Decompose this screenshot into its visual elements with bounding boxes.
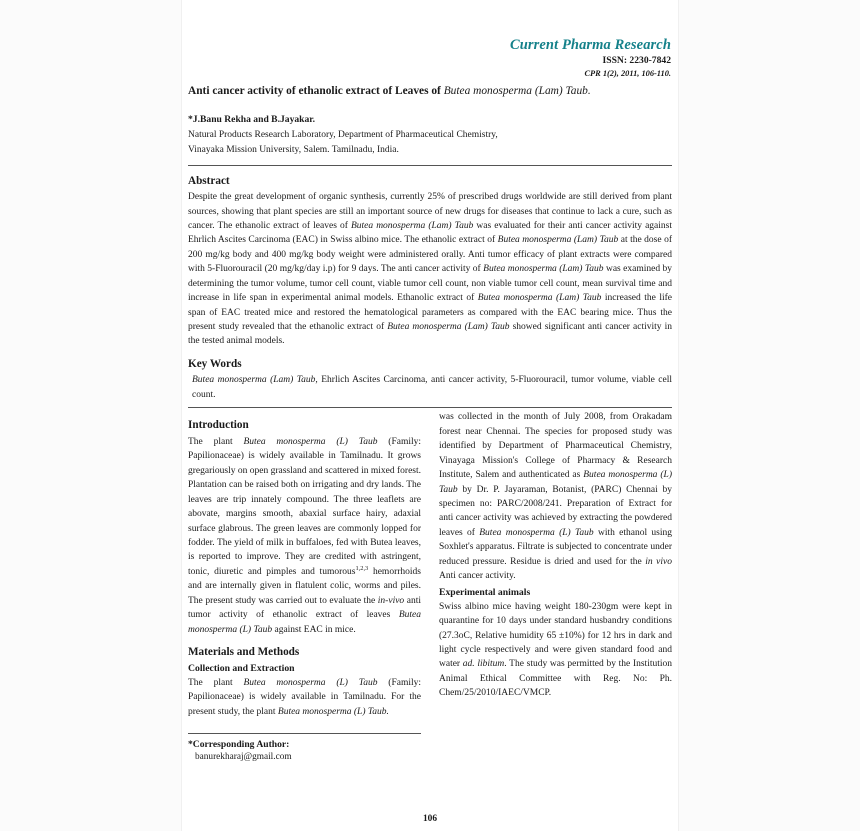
experimental-animals-heading: Experimental animals bbox=[439, 586, 531, 598]
animals-seg-2: . The study was permitted by the Institution Animal Ethical Committee with Reg. No: Ph. Chem/25/2010/IAEC/VMCP. bbox=[439, 659, 672, 699]
abstract-seg-6: showed significant anti cancer activity in the tested animal models. bbox=[188, 322, 672, 347]
abstract-body bbox=[188, 190, 672, 349]
intro-species-2: Butea monosperma (L) Taub bbox=[188, 610, 421, 635]
collection-extraction-subheading: Collection and Extraction bbox=[188, 662, 295, 674]
right-invivo: in vivo bbox=[645, 556, 672, 567]
animals-ad-libitum: ad. libitum bbox=[462, 659, 505, 670]
abstract-species-5: Butea monosperma (Lam) Taub bbox=[387, 322, 510, 333]
keywords-heading: Key Words bbox=[188, 357, 242, 370]
abstract-seg-1: Despite the great development of organic synthesis, currently 25% of prescribed drugs worldwide are still derived from plant sources, showing that plant species are still an important source of new drugs for diseases that continue to lack a cure, such as cancer. The ethanolic extract of leaves of bbox=[188, 192, 672, 231]
affiliation-line-1: Natural Products Research Laboratory, Department of Pharmaceutical Chemistry, bbox=[188, 129, 498, 140]
materials-seg-1: The plant bbox=[188, 677, 244, 688]
right-seg-2: by Dr. P. Jayaraman, Botanist, (PARC) Chennai by specimen no: PARC/2008/241. Preparation of Extract for anti cancer activity was achieved by extracting the powdered leaves of bbox=[439, 484, 672, 538]
intro-citation-superscript: 1,2,3 bbox=[355, 564, 369, 572]
right-seg-3: with ethanol using Soxhlet's apparatus. Filtrate is subjected to concentrate under reduced pressure. Residue is dried and used for the bbox=[439, 527, 672, 567]
intro-invivo: in-vivo bbox=[377, 595, 405, 606]
animals-seg-1: Swiss albino mice having weight 180-230gm were kept in quarantine for 10 days under standard husbandry conditions (27.3oC, Relative humidity 65 ±10%) for 12 hrs in dark and light cycle respectively and were given standard food and water bbox=[439, 601, 672, 670]
materials-species-2: Butea monosperma (L) Taub. bbox=[277, 706, 389, 717]
intro-seg-5: against EAC in mice. bbox=[272, 624, 356, 635]
divider-after-affiliation bbox=[188, 165, 672, 166]
right-column-body bbox=[439, 410, 672, 583]
left-column bbox=[188, 410, 421, 765]
corresponding-author-block bbox=[188, 733, 421, 765]
paper-content bbox=[188, 36, 673, 824]
intro-seg-3: hemorrhoids and are internally given in flatulent colic, worms and piles. The present study was carried out to evaluate the bbox=[188, 566, 421, 606]
article-title-species: Butea monosperma (Lam) Taub. bbox=[443, 85, 591, 98]
article-title bbox=[188, 84, 672, 100]
journal-issn: ISSN: 2230-7842 bbox=[602, 55, 671, 67]
introduction-heading: Introduction bbox=[188, 419, 249, 432]
keywords-body bbox=[188, 373, 672, 402]
abstract-species-1: Butea monosperma (Lam) Taub bbox=[350, 220, 474, 231]
abstract-seg-3: at the dose of 200 mg/kg body and 400 mg/kg body weight were administered orally. Anti tumor efficacy of plant extracts were compared with 5-Fluorouracil (20 mg/kg/day i.p) for 9 days. The anti cancer activity of bbox=[188, 235, 673, 275]
right-seg-1: was collected in the month of July 2008, from Orakadam forest near Chennai. The species for proposed study was identified by Department of Pharmaceutical Chemistry, Vinayaga Mission's College of Pharmacy & Research Institute, Salem and authenticated as bbox=[439, 412, 672, 481]
materials-heading: Materials and Methods bbox=[188, 646, 300, 659]
divider-before-introduction bbox=[188, 407, 672, 408]
abstract-species-2: Butea monosperma (Lam) Taub bbox=[497, 235, 619, 246]
paper-sheet bbox=[182, 0, 678, 831]
author-list: *J.Banu Rekha and B.Jayakar. bbox=[188, 114, 316, 126]
right-species-2: Butea monosperma (L) Taub bbox=[479, 527, 594, 538]
abstract-seg-5: increased the life span of EAC treated mice and restored the hematological parameters as compared with the EAC bearing mice. Thus the present study revealed that the ethanolic extract of bbox=[188, 293, 673, 333]
divider-above-corresponding-author bbox=[188, 733, 421, 734]
materials-seg-2: (Family: Papilionaceae) is widely available in Tamilnadu. For the present study, the plant bbox=[188, 677, 422, 717]
intro-seg-4: anti tumor activity of ethanolic extract of leaves bbox=[188, 595, 421, 621]
keywords-rest: , Ehrlich Ascites Carcinoma, anti cancer activity, 5-Fluorouracil, tumor volume, viable cell count. bbox=[192, 375, 673, 400]
journal-citation: CPR 1(2), 2011, 106-110. bbox=[584, 69, 671, 79]
abstract-seg-4: was examined by determining the tumor volume, tumor cell count, viable tumor cell count, non viable tumor cell count, mean survival time and increase in life span in experimental animal models. Ethanolic extract of bbox=[188, 264, 673, 304]
article-title-main: Anti cancer activity of ethanolic extract of Leaves of bbox=[188, 85, 444, 98]
journal-masthead bbox=[188, 36, 672, 79]
experimental-animals-body bbox=[439, 600, 672, 701]
right-column bbox=[439, 410, 672, 765]
two-column-body bbox=[188, 410, 672, 765]
corresponding-author-label: *Corresponding Author: bbox=[188, 738, 290, 750]
intro-species-1: Butea monosperma (L) Taub bbox=[243, 436, 378, 447]
intro-seg-1: The plant bbox=[188, 436, 244, 447]
abstract-species-3: Butea monosperma (Lam) Taub bbox=[483, 264, 604, 275]
keywords-species: Butea monosperma (Lam) Taub bbox=[192, 375, 316, 386]
right-species-1: Butea monosperma (L) Taub bbox=[439, 470, 672, 495]
abstract-species-4: Butea monosperma (Lam) Taub bbox=[477, 293, 602, 304]
abstract-seg-2: was evaluated for their anti cancer activity against Ehrlich Ascites Carcinoma (EAC) in Swiss albino mice. The ethanolic extract of bbox=[188, 220, 672, 246]
right-seg-4: Anti cancer activity. bbox=[439, 571, 516, 582]
intro-seg-2: (Family: Papilionaceae) is widely available in Tamilnadu. It grows gregariously on open grassland and scattered in mixed forest. Plantation can be raised both on irrigating and dry lands. The leaves are trip innately compound. The three leaflets are abovate, margins smooth, abaxial surface hairy, adaxial surface glabrous. The green leaves are commonly lopped for fodder. The yield of milk in buffaloes, fed with Butea leaves, is reported to improve. They are credited with astringent, tonic, diuretic and pimples and tumorous bbox=[188, 436, 422, 577]
page-number: 106 bbox=[422, 814, 438, 824]
materials-species-1: Butea monosperma (L) Taub bbox=[243, 677, 378, 688]
corresponding-author-email[interactable]: banurekharaj@gmail.com bbox=[195, 752, 292, 763]
introduction-body bbox=[188, 435, 421, 637]
abstract-heading: Abstract bbox=[188, 174, 230, 187]
materials-body bbox=[188, 676, 421, 719]
affiliation-line-2: Vinayaka Mission University, Salem. Tamilnadu, India. bbox=[188, 145, 399, 156]
journal-title: Current Pharma Research bbox=[509, 37, 671, 53]
